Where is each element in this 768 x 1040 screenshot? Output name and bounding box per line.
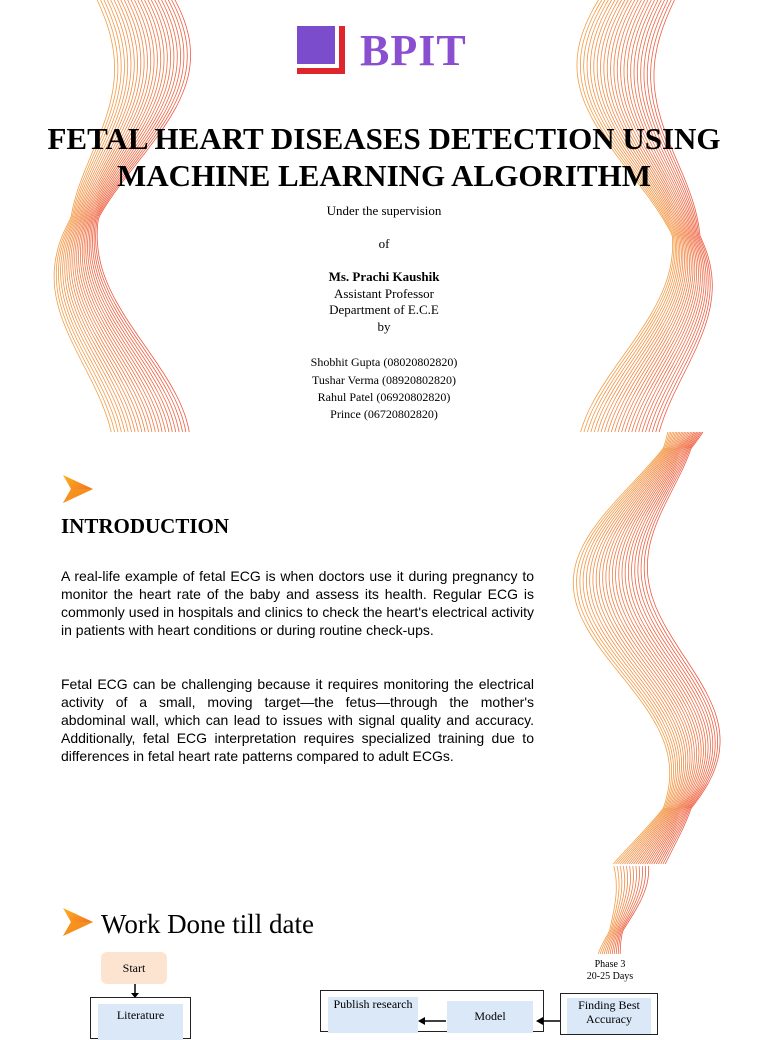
wave-line	[635, 432, 711, 864]
decorative-wave-right-mid	[566, 432, 738, 864]
flowchart-literature: Literature	[98, 1004, 183, 1040]
introduction-paragraph: A real-life example of fetal ECG is when doctors use it during pregnancy to monitor the heart rate of the baby and assess its health. Regular ECG is commonly used in hospitals and clinics to check the heart's electrical activity in patients with heart conditions or during routine check-ups.	[61, 568, 534, 638]
flowchart-finding-frame	[560, 993, 658, 1035]
phase-duration: 20-25 Days	[586, 971, 634, 982]
page-title-line-1: FETAL HEART DISEASES DETECTION USING	[47, 121, 721, 156]
wave-line	[644, 432, 717, 864]
supervision-of: of	[378, 236, 390, 251]
student-name: Rahul Patel (06920802820)	[317, 390, 451, 404]
flowchart-publish: Publish research	[328, 997, 418, 1033]
logo-text: BPIT	[360, 26, 467, 75]
introduction-heading: INTRODUCTION	[61, 514, 230, 538]
decorative-wave-right-bottom	[580, 866, 660, 956]
flowchart-finding: Finding Best Accuracy	[567, 998, 651, 1034]
wave-line	[580, 432, 674, 864]
flowchart-arrow-left	[536, 1016, 562, 1026]
supervision-label: Under the supervision	[326, 203, 442, 218]
flowchart-model: Model	[447, 1001, 533, 1033]
student-name: Tushar Verma (08920802820)	[312, 373, 456, 387]
page-title-line-2: MACHINE LEARNING ALGORITHM	[117, 158, 651, 193]
student-name: Prince (06720802820)	[330, 407, 438, 421]
student-name: Shobhit Gupta (08020802820)	[310, 355, 458, 369]
flowchart-start: Start	[101, 952, 167, 984]
flowchart-arrow-down	[128, 984, 142, 998]
phase-number: Phase 3	[594, 959, 626, 970]
work-done-heading: Work Done till date	[101, 909, 315, 939]
bpit-logo-icon	[297, 26, 345, 74]
introduction-paragraph: Fetal ECG can be challenging because it requires monitoring the electrical activity of a small, moving target—the fetus—through the mother's abdominal wall, which can lead to issues with signal quality and accuracy. Additionally, fetal ECG interpretation requires specialized training due to differences in fetal heart rate patterns compared to adult ECGs.	[61, 676, 534, 764]
flowchart-literature-frame	[90, 997, 191, 1039]
flowchart-arrow-left	[418, 1016, 446, 1026]
phase-label	[578, 959, 642, 983]
by-label: by	[377, 319, 391, 334]
supervisor-department: Department of E.C.E	[329, 302, 439, 317]
arrow-bullet-icon	[61, 906, 95, 938]
arrow-bullet-icon	[61, 473, 95, 505]
supervisor-name: Ms. Prachi Kaushik	[328, 269, 440, 284]
supervisor-designation: Assistant Professor	[333, 286, 435, 301]
